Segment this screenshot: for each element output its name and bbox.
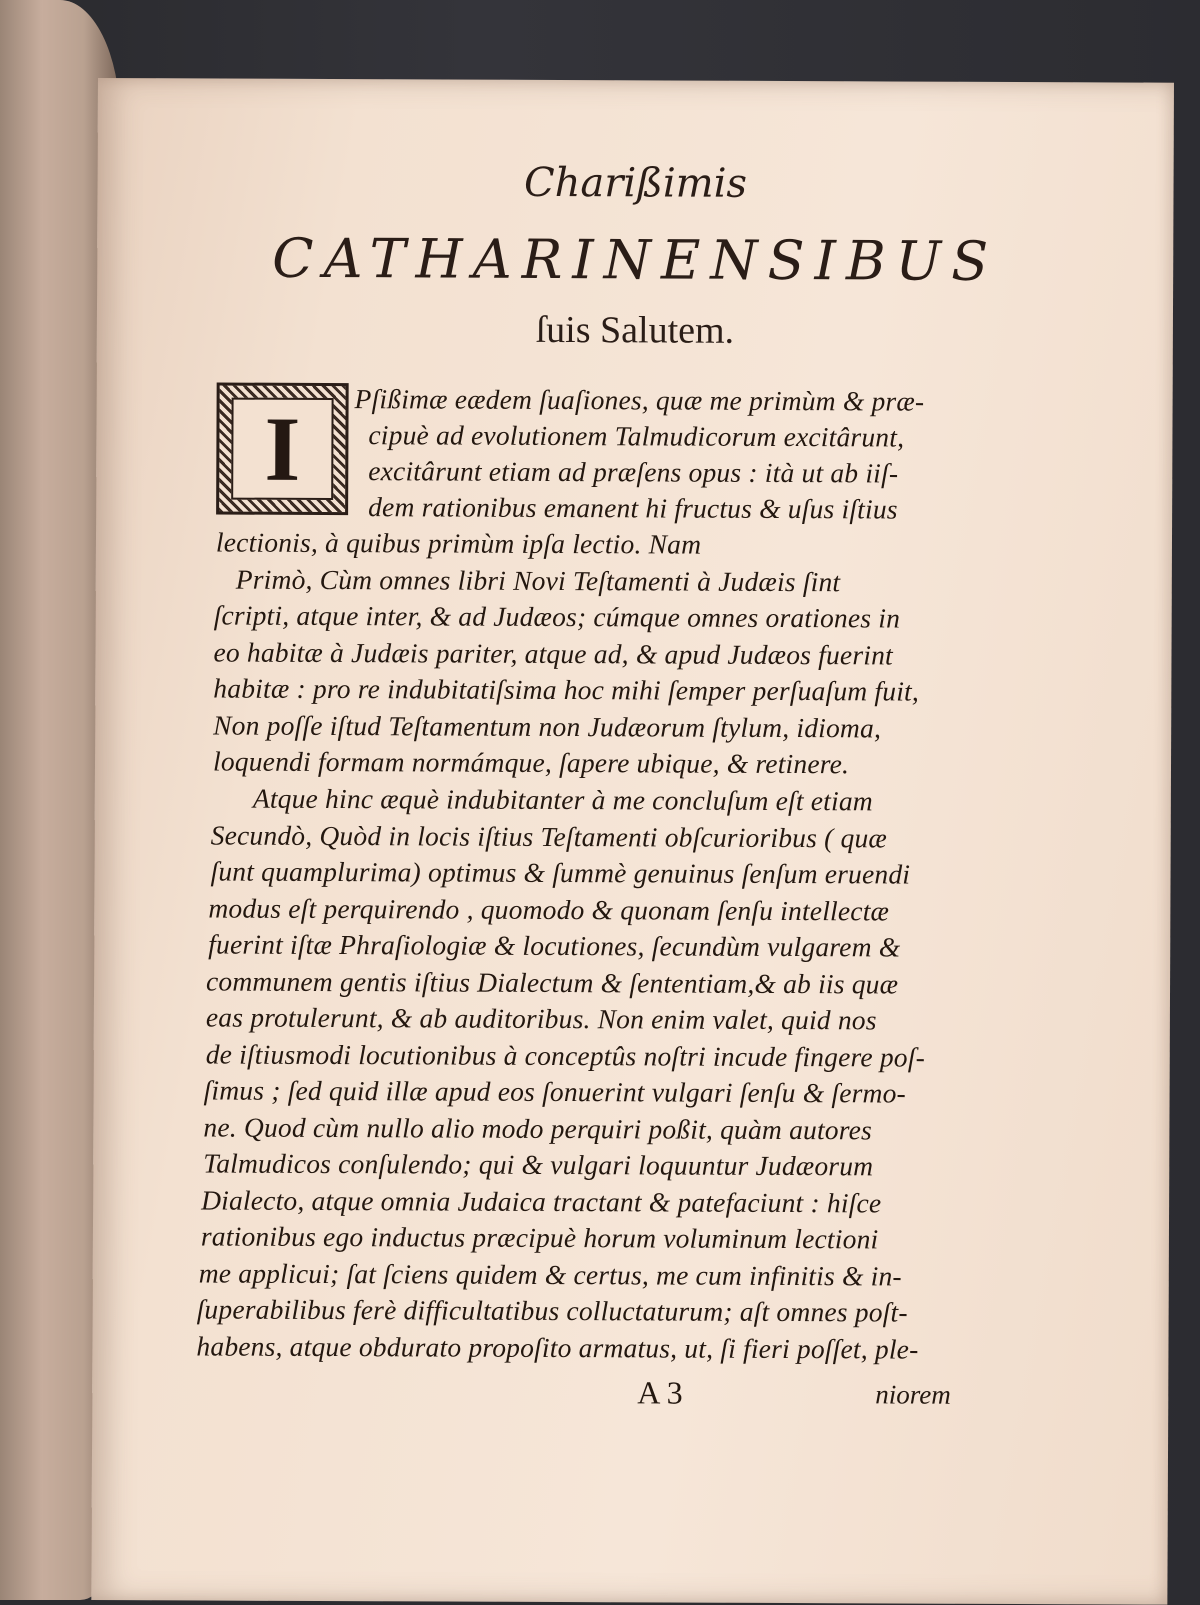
body-line: Secundò, Quòd in locis iſtius Teſtamenti obſcurioribus ( quæ bbox=[210, 819, 888, 854]
body-line: loquendi formam normámque, ſapere ubique, & retinere. bbox=[212, 745, 850, 780]
body-line: Primò, Cùm omnes libri Novi Teſtamenti à Judæis ſint bbox=[235, 563, 841, 598]
book-page bbox=[91, 78, 1174, 1605]
body-line: modus eſt perquirendo , quomodo & quonam ſenſu intellectæ bbox=[208, 892, 890, 927]
body-line: communem gentis iſtius Dialectum & ſententiam,& ab iis quæ bbox=[205, 965, 899, 1000]
signature-mark: A 3 bbox=[637, 1374, 683, 1411]
body-line: ſimus ; ſed quid illæ apud eos ſonuerint vulgari ſenſu & ſermo- bbox=[203, 1074, 906, 1109]
body-line: Dialecto, atque omnia Judaica tractant & patefaciunt : hiſce bbox=[201, 1184, 882, 1219]
body-line: ne. Quod cùm nullo alio modo perquiri poßit, quàm autores bbox=[203, 1111, 873, 1146]
body-line: excitârunt etiam ad præſens opus : ità ut ab iiſ- bbox=[368, 455, 899, 489]
heading-line-1: Charißimis bbox=[523, 159, 748, 207]
catchword: niorem bbox=[875, 1379, 951, 1410]
body-line: habitæ : pro re indubitatiſsima hoc mihi ſemper perſuaſum fuit, bbox=[213, 672, 920, 707]
body-line: de iſtiusmodi locutionibus à conceptûs noſtri incude fingere poſ- bbox=[205, 1038, 926, 1073]
body-line: dem rationibus emanent hi fructus & uſus iſtius bbox=[368, 491, 898, 525]
body-line: eas protulerunt, & ab auditoribus. Non enim valet, quid nos bbox=[205, 1001, 877, 1036]
body-line: Atque hinc æquè indubitanter à me concluſum eſt etiam bbox=[252, 782, 873, 817]
body-line: cipuè ad evolutionem Talmudicorum excitârunt, bbox=[368, 419, 905, 453]
body-line: lectionis, à quibus primùm ipſa lectio. Nam bbox=[215, 526, 702, 560]
heading-line-3: ſuis Salutem. bbox=[535, 308, 735, 352]
body-line: habens, atque obdurato propoſito armatus, ut, ſi fieri poſſet, ple- bbox=[196, 1330, 919, 1365]
body-line: Non poſſe iſtud Teſtamentum non Judæorum ſtylum, idioma, bbox=[213, 709, 882, 744]
body-line: ſcripti, atque inter, & ad Judæos; cúmque omnes orationes in bbox=[213, 599, 901, 634]
ornamental-dropcap bbox=[216, 383, 349, 516]
body-line: rationibus ego inductus præcipuè horum voluminum lectioni bbox=[200, 1220, 879, 1255]
body-line: Pſißimæ eædem ſuaſiones, quæ me primùm & præ- bbox=[354, 383, 925, 417]
body-line: ſuperabilibus ferè difficultatibus colluctaturum; aſt omnes poſt- bbox=[196, 1293, 908, 1328]
body-line: ſunt quamplurima) optimus & ſummè genuinus ſenſum eruendi bbox=[210, 855, 911, 890]
body-line: fuerint iſtæ Phraſiologiæ & locutiones, ſecundùm vulgarem & bbox=[208, 928, 901, 963]
heading-line-2: CATHARINENSIBUS bbox=[272, 226, 999, 293]
body-line: Talmudicos conſulendo; qui & vulgari loquuntur Judæorum bbox=[203, 1147, 874, 1182]
body-line: eo habitæ à Judæis pariter, atque ad, & apud Judæos fuerint bbox=[213, 636, 893, 671]
dropcap-letter: I bbox=[231, 398, 333, 500]
body-line: me applicui; ſat ſciens quidem & certus, me cum infinitis & in- bbox=[198, 1257, 902, 1292]
